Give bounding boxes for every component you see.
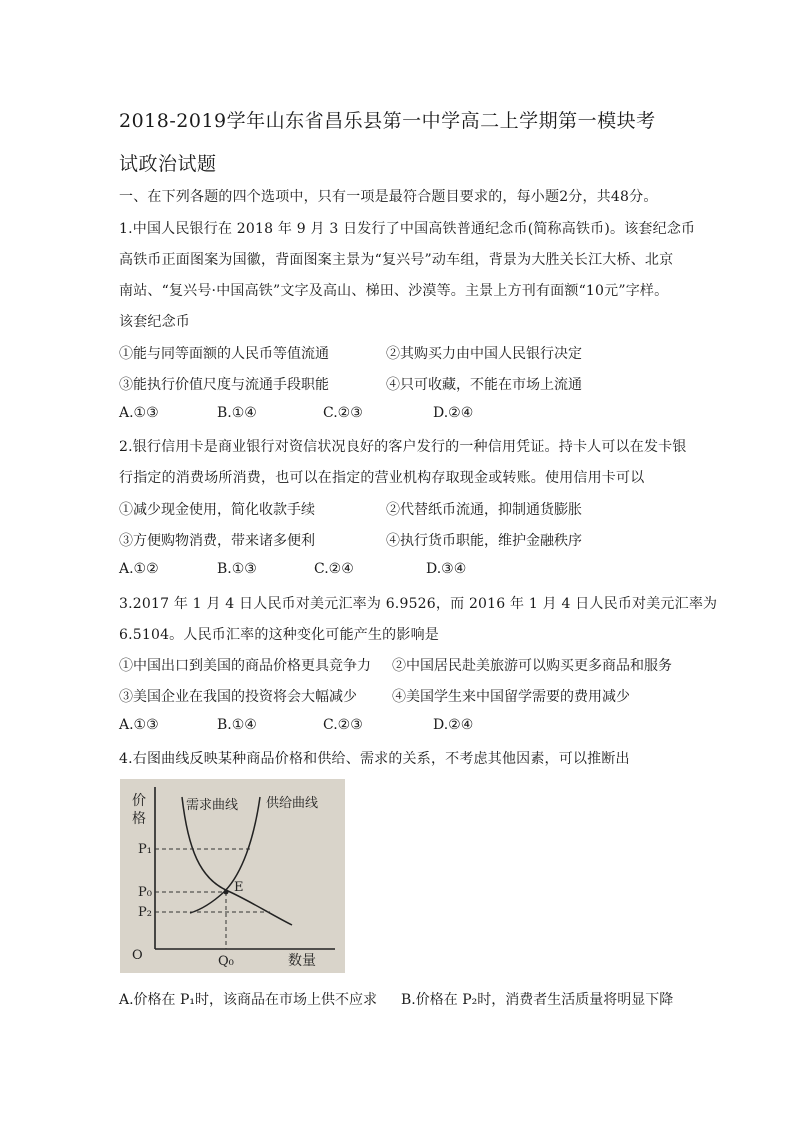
q3-stem-line-2: 6.5104。人民币汇率的这种变化可能产生的影响是 xyxy=(119,627,439,643)
q3-statement-2: ②中国居民赴美旅游可以购买更多商品和服务 xyxy=(392,658,672,674)
q3-choice-b: B.①④ xyxy=(217,717,257,733)
q3-statement-3: ③美国企业在我国的投资将会大幅减少 xyxy=(119,689,357,705)
q2-statement-1: ①减少现金使用，简化收款手续 xyxy=(119,502,315,518)
q2-choice-b: B.①③ xyxy=(217,561,257,577)
demand-curve xyxy=(182,797,292,925)
exam-title-line-1: 2018-2019学年山东省昌乐县第一中学高二上学期第一模块考 xyxy=(119,110,656,132)
q1-statement-1: ①能与同等面额的人民币等值流通 xyxy=(119,346,329,362)
q1-stem-line-2: 高铁币正面图案为国徽，背面图案主景为“复兴号”动车组，背景为大胜关长江大桥、北京 xyxy=(119,252,674,268)
q1-stem-line-1: 1.中国人民银行在 2018 年 9 月 3 日发行了中国高铁普通纪念币(简称高铁币)。该套纪念币 xyxy=(119,221,696,237)
exam-title-line-2: 试政治试题 xyxy=(119,153,217,175)
q2-statement-2: ②代替纸币流通，抑制通货膨胀 xyxy=(386,502,582,518)
q3-stem-line-1: 3.2017 年 1 月 4 日人民币对美元汇率为 6.9526，而 2016 年 1 月 4 日人民币对美元汇率为 xyxy=(119,596,718,612)
q3-choice-a: A.①③ xyxy=(119,717,159,733)
q1-stem-line-3: 南站、“复兴号·中国高铁”文字及高山、梯田、沙漠等。主景上方刊有面额“10元”字样。 xyxy=(119,283,669,299)
q0-label: Q₀ xyxy=(218,954,234,969)
supply-demand-figure xyxy=(120,779,345,973)
q3-choice-d: D.②④ xyxy=(433,717,474,733)
q2-choice-a: A.①② xyxy=(119,561,159,577)
supply-curve-label: 供给曲线 xyxy=(266,796,319,811)
q4-choice-b: B.价格在 P₂时，消费者生活质量将明显下降 xyxy=(401,992,674,1008)
q2-statement-3: ③方便购物消费，带来诸多便利 xyxy=(119,533,315,549)
q3-choice-c: C.②③ xyxy=(323,717,363,733)
p1-label: P₁ xyxy=(138,842,152,857)
q3-statement-4: ④美国学生来中国留学需要的费用减少 xyxy=(392,689,630,705)
q4-choice-a: A.价格在 P₁时，该商品在市场上供不应求 xyxy=(119,992,378,1008)
y-axis-label-char-1: 价 xyxy=(132,793,146,809)
supply-demand-graph xyxy=(120,779,345,973)
origin-label: O xyxy=(132,948,143,963)
q1-stem-line-4: 该套纪念币 xyxy=(119,314,190,330)
q2-statement-4: ④执行货币职能，维护金融秩序 xyxy=(386,533,582,549)
q2-stem-line-2: 行指定的消费场所消费，也可以在指定的营业机构存取现金或转账。使用信用卡可以 xyxy=(119,470,645,486)
equilibrium-point xyxy=(224,890,229,895)
equilibrium-label: E xyxy=(234,880,244,895)
p0-label: P₀ xyxy=(138,885,152,900)
q1-statement-4: ④只可收藏，不能在市场上流通 xyxy=(386,377,582,393)
q1-choice-c: C.②③ xyxy=(323,405,363,421)
supply-curve xyxy=(190,797,260,913)
q1-choice-a: A.①③ xyxy=(119,405,159,421)
q2-choice-d: D.③④ xyxy=(426,561,467,577)
q1-choice-b: B.①④ xyxy=(217,405,257,421)
x-axis-label: 数量 xyxy=(288,953,316,969)
q2-choice-c: C.②④ xyxy=(314,561,354,577)
q1-statement-3: ③能执行价值尺度与流通手段职能 xyxy=(119,377,329,393)
y-axis-label-char-2: 格 xyxy=(132,811,146,827)
q4-stem-line-1: 4.右图曲线反映某种商品价格和供给、需求的关系，不考虑其他因素，可以推断出 xyxy=(119,751,630,767)
q1-statement-2: ②其购买力由中国人民银行决定 xyxy=(386,346,582,362)
section-heading: 一、在下列各题的四个选项中，只有一项是最符合题目要求的，每小题2分，共48分。 xyxy=(119,189,658,205)
q1-choice-d: D.②④ xyxy=(433,405,474,421)
p2-label: P₂ xyxy=(138,905,152,920)
q3-statement-1: ①中国出口到美国的商品价格更具竞争力 xyxy=(119,658,371,674)
q2-stem-line-1: 2.银行信用卡是商业银行对资信状况良好的客户发行的一种信用凭证。持卡人可以在发卡银 xyxy=(119,439,687,455)
demand-curve-label: 需求曲线 xyxy=(186,798,239,813)
